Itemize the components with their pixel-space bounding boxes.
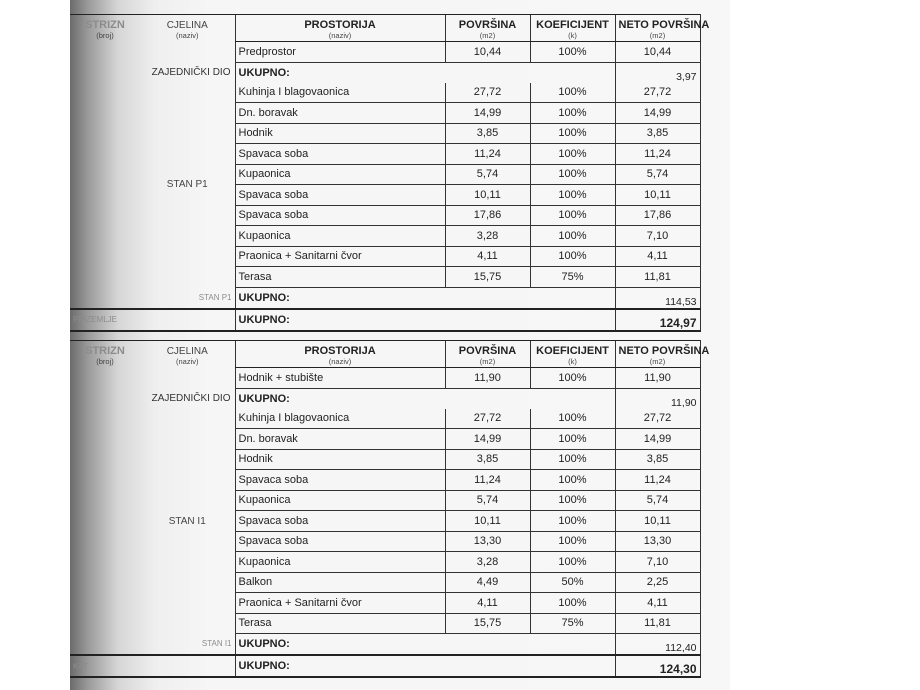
scanned-page: [70, 0, 730, 690]
room-area: 17,86: [445, 205, 530, 226]
room-area: 5,74: [445, 490, 530, 511]
room-area: 11,90: [445, 368, 530, 389]
room-coef: 100%: [530, 490, 615, 511]
room-coef: 100%: [530, 185, 615, 206]
grand-total-value: 124,30: [615, 655, 700, 677]
room-name: Terasa: [235, 613, 445, 634]
unit-total-side-label: STAN I1: [201, 639, 232, 649]
col-koeficijent-header: KOEFICIJENT: [530, 341, 615, 358]
room-net: 3,85: [615, 123, 700, 144]
unit-total-label: UKUPNO:: [235, 634, 615, 656]
room-net: 11,81: [615, 613, 700, 634]
room-area: 3,28: [445, 226, 530, 247]
room-area: 11,24: [445, 470, 530, 491]
room-coef: 50%: [530, 572, 615, 593]
area-table-ground-floor: [70, 14, 730, 332]
room-name: Kupaonica: [235, 226, 445, 247]
col-prostorija-header: PROSTORIJA: [235, 15, 445, 32]
common-area-label: ZAJEDNIČKI DIO: [151, 392, 231, 404]
area-table-floor: [70, 340, 730, 678]
room-net: 4,11: [615, 593, 700, 614]
room-net: 14,99: [615, 429, 700, 450]
room-coef: 100%: [530, 246, 615, 267]
room-name: Hodnik: [235, 123, 445, 144]
room-name: Spavaca soba: [235, 144, 445, 165]
room-net: 5,74: [615, 490, 700, 511]
table-row: [70, 368, 700, 389]
table-2: [70, 340, 710, 678]
room-name: Predprostor: [235, 42, 445, 63]
room-net: 27,72: [615, 83, 700, 103]
room-net: 11,90: [615, 368, 700, 389]
common-total-value: 11,90: [615, 388, 700, 409]
grand-total-side-label: PRIZEMLJE: [70, 309, 235, 331]
col-neto-header: NETO POVRŠINA: [615, 15, 700, 32]
unit-total-value: 112,40: [615, 634, 700, 656]
room-name: Praonica + Sanitarni čvor: [235, 593, 445, 614]
room-area: 4,49: [445, 572, 530, 593]
room-coef: 100%: [530, 164, 615, 185]
room-area: 14,99: [445, 429, 530, 450]
room-area: 27,72: [445, 409, 530, 429]
room-name: Hodnik: [235, 449, 445, 470]
col-koeficijent-sub: (k): [530, 357, 615, 368]
col-etaza-header: STRIZN: [70, 341, 140, 358]
room-area: 4,11: [445, 593, 530, 614]
room-coef: 100%: [530, 83, 615, 103]
room-coef: 100%: [530, 470, 615, 491]
common-area-label: ZAJEDNIČKI DIO: [151, 66, 231, 78]
col-etaza-sub: (broj): [96, 31, 114, 40]
room-coef: 75%: [530, 613, 615, 634]
col-koeficijent-sub: (k): [530, 31, 615, 42]
unit-total-value: 114,53: [615, 287, 700, 309]
grand-total-row: [70, 655, 700, 677]
room-name: Hodnik + stubište: [235, 368, 445, 389]
room-coef: 100%: [530, 531, 615, 552]
room-net: 11,24: [615, 470, 700, 491]
grand-total-label: UKUPNO:: [235, 655, 615, 677]
room-net: 10,44: [615, 42, 700, 63]
room-net: 11,81: [615, 267, 700, 288]
room-name: Dn. boravak: [235, 429, 445, 450]
room-name: Kupaonica: [235, 490, 445, 511]
unit-total-row: [70, 287, 700, 309]
room-coef: 100%: [530, 103, 615, 124]
unit-name-label: STAN I1: [168, 515, 206, 527]
room-name: Praonica + Sanitarni čvor: [235, 246, 445, 267]
page-margin: [730, 0, 920, 690]
room-area: 10,44: [445, 42, 530, 63]
room-area: 4,11: [445, 246, 530, 267]
room-net: 13,30: [615, 531, 700, 552]
room-area: 11,24: [445, 144, 530, 165]
room-coef: 100%: [530, 368, 615, 389]
room-area: 10,11: [445, 185, 530, 206]
room-name: Kupaonica: [235, 552, 445, 573]
room-coef: 100%: [530, 593, 615, 614]
grand-total-row: [70, 309, 700, 331]
col-cjelina-sub: (naziv): [175, 31, 199, 40]
room-net: 11,24: [615, 144, 700, 165]
room-name: Kupaonica: [235, 164, 445, 185]
table-1: [70, 14, 710, 332]
col-cjelina-header: CJELINA: [140, 15, 235, 32]
common-total-label: UKUPNO:: [235, 62, 615, 83]
room-area: 3,85: [445, 449, 530, 470]
room-area: 3,85: [445, 123, 530, 144]
table-row: [70, 42, 700, 63]
room-name: Spavaca soba: [235, 205, 445, 226]
room-area: 14,99: [445, 103, 530, 124]
grand-total-value: 124,97: [615, 309, 700, 331]
col-povrsina-sub: (m2): [445, 31, 530, 42]
room-net: 3,85: [615, 449, 700, 470]
room-net: 7,10: [615, 552, 700, 573]
common-total-row: [70, 388, 700, 409]
room-coef: 100%: [530, 449, 615, 470]
col-povrsina-header: POVRŠINA: [445, 15, 530, 32]
room-area: 5,74: [445, 164, 530, 185]
col-neto-sub: (m2): [615, 357, 700, 368]
room-area: 3,28: [445, 552, 530, 573]
room-coef: 100%: [530, 123, 615, 144]
room-net: 27,72: [615, 409, 700, 429]
room-coef: 75%: [530, 267, 615, 288]
room-name: Balkon: [235, 572, 445, 593]
room-coef: 100%: [530, 205, 615, 226]
grand-total-label: UKUPNO:: [235, 309, 615, 331]
col-prostorija-sub: (naziv): [235, 357, 445, 368]
common-total-label: UKUPNO:: [235, 388, 615, 409]
col-prostorija-header: PROSTORIJA: [235, 341, 445, 358]
room-coef: 100%: [530, 511, 615, 532]
table-row: [70, 83, 700, 103]
room-area: 27,72: [445, 83, 530, 103]
col-povrsina-sub: (m2): [445, 357, 530, 368]
room-net: 2,25: [615, 572, 700, 593]
col-neto-sub: (m2): [615, 31, 700, 42]
unit-total-label: UKUPNO:: [235, 287, 615, 309]
room-name: Kuhinja I blagovaonica: [235, 83, 445, 103]
room-net: 10,11: [615, 185, 700, 206]
room-name: Terasa: [235, 267, 445, 288]
room-name: Spavaca soba: [235, 511, 445, 532]
table-row: [70, 409, 700, 429]
unit-total-side-label: STAN P1: [198, 292, 232, 302]
col-etaza-header: STRIZN: [70, 15, 140, 32]
room-coef: 100%: [530, 144, 615, 165]
col-koeficijent-header: KOEFICIJENT: [530, 15, 615, 32]
room-coef: 100%: [530, 42, 615, 63]
room-net: 10,11: [615, 511, 700, 532]
col-etaza-sub: (broj): [96, 357, 114, 366]
col-cjelina-sub: (naziv): [175, 357, 199, 366]
room-name: Spavaca soba: [235, 470, 445, 491]
room-net: 4,11: [615, 246, 700, 267]
room-area: 15,75: [445, 267, 530, 288]
room-area: 10,11: [445, 511, 530, 532]
common-total-value: 3,97: [615, 62, 700, 83]
col-neto-header: NETO POVRŠINA: [615, 341, 700, 358]
room-net: 5,74: [615, 164, 700, 185]
room-net: 17,86: [615, 205, 700, 226]
room-name: Spavaca soba: [235, 185, 445, 206]
room-net: 7,10: [615, 226, 700, 247]
room-name: Kuhinja I blagovaonica: [235, 409, 445, 429]
col-prostorija-sub: (naziv): [235, 31, 445, 42]
grand-total-side-label: KAT: [70, 655, 235, 677]
room-coef: 100%: [530, 226, 615, 247]
common-total-row: [70, 62, 700, 83]
room-area: 13,30: [445, 531, 530, 552]
col-cjelina-header: CJELINA: [140, 341, 235, 358]
room-area: 15,75: [445, 613, 530, 634]
room-coef: 100%: [530, 429, 615, 450]
room-name: Spavaca soba: [235, 531, 445, 552]
room-coef: 100%: [530, 552, 615, 573]
unit-name-label: STAN P1: [166, 179, 208, 191]
room-net: 14,99: [615, 103, 700, 124]
unit-total-row: [70, 634, 700, 656]
room-coef: 100%: [530, 409, 615, 429]
col-povrsina-header: POVRŠINA: [445, 341, 530, 358]
room-name: Dn. boravak: [235, 103, 445, 124]
